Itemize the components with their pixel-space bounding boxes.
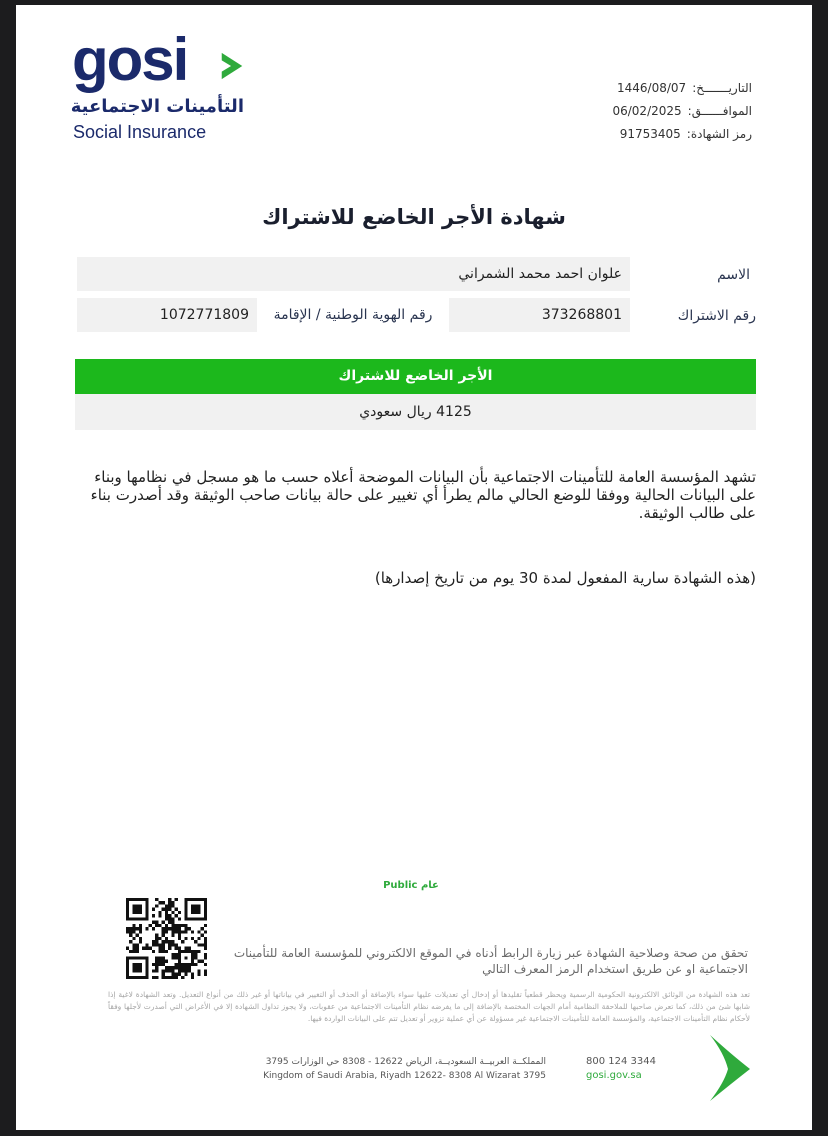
- qr-module: [181, 940, 184, 943]
- qr-module: [162, 950, 165, 953]
- logo-wordmark: gosi: [72, 26, 188, 93]
- hijri-date-label: التاريـــــــخ:: [692, 81, 752, 95]
- qr-module: [155, 934, 158, 937]
- qr-module: [168, 904, 171, 907]
- qr-module: [204, 956, 207, 959]
- hijri-date-value: 1446/08/07: [617, 81, 687, 95]
- qr-module: [162, 921, 165, 924]
- qr-module: [136, 950, 139, 953]
- qr-module: [204, 969, 207, 972]
- qr-module: [184, 973, 187, 976]
- qr-module: [171, 911, 174, 914]
- qr-module: [175, 956, 178, 959]
- qr-module: [171, 943, 174, 946]
- qr-module: [152, 976, 155, 979]
- qr-module: [158, 914, 161, 917]
- qr-module: [149, 924, 152, 927]
- qr-module: [165, 969, 168, 972]
- qr-module: [168, 901, 171, 904]
- qr-module: [171, 921, 174, 924]
- qr-module: [162, 940, 165, 943]
- qr-module: [158, 911, 161, 914]
- qr-module: [139, 937, 142, 940]
- qr-module: [129, 930, 132, 933]
- national-id-label: رقم الهوية الوطنية / الإقامة: [257, 298, 449, 332]
- qr-module: [155, 921, 158, 924]
- qr-module: [191, 973, 194, 976]
- qr-module: [165, 966, 168, 969]
- qr-module: [201, 927, 204, 930]
- qr-module: [132, 947, 135, 950]
- qr-module: [152, 914, 155, 917]
- qr-module: [136, 934, 139, 937]
- qr-module: [191, 904, 201, 914]
- qr-module: [197, 960, 200, 963]
- qr-module: [155, 960, 158, 963]
- gregorian-date-label: الموافــــــق:: [687, 104, 752, 118]
- qr-module: [201, 943, 204, 946]
- qr-module: [171, 940, 174, 943]
- national-id-value: 1072771809: [77, 298, 257, 332]
- chevron-right-icon: [218, 49, 246, 83]
- qr-module: [152, 927, 155, 930]
- qr-module: [175, 898, 178, 901]
- certification-paragraph: تشهد المؤسسة العامة للتأمينات الاجتماعية بأن البيانات الموضحة أعلاه حسب ما هو مسجل في نظامها وبناء على البيانات الحالية ووفقا للوضع الحالي مالم يطرأ أي تغيير على حالة بيانات صاحب الوثيقة وقد أصدرت بناء على طالب الوثيقة.: [90, 468, 756, 522]
- qr-module: [178, 969, 181, 972]
- qr-module: [188, 947, 191, 950]
- qr-module: [178, 911, 181, 914]
- qr-module: [165, 927, 168, 930]
- qr-module: [175, 908, 178, 911]
- qr-module: [197, 943, 200, 946]
- qr-module: [162, 973, 165, 976]
- phone-number: 800 124 3344: [586, 1056, 656, 1067]
- qr-module: [175, 914, 178, 917]
- qr-module: [194, 940, 197, 943]
- qr-module: [204, 930, 207, 933]
- qr-module: [197, 973, 200, 976]
- qr-module: [178, 973, 181, 976]
- qr-module: [168, 927, 171, 930]
- qr-module: [132, 927, 135, 930]
- certificate-code-label: رمز الشهادة:: [686, 127, 752, 141]
- gregorian-date-value: 06/02/2025: [612, 104, 682, 118]
- qr-module: [191, 976, 194, 979]
- qr-module: [184, 927, 187, 930]
- address-arabic: المملكــة العربيــة السعوديــة، الرياض 12622 - 8308 حي الوزارات 3795: [265, 1057, 546, 1067]
- qr-module: [188, 969, 191, 972]
- qr-module: [155, 937, 158, 940]
- qr-module: [158, 956, 161, 959]
- qr-module: [188, 927, 191, 930]
- qr-module: [175, 976, 178, 979]
- qr-module: [194, 950, 197, 953]
- contact-block: [586, 1055, 686, 1083]
- qr-module: [175, 924, 178, 927]
- qr-module: [165, 937, 168, 940]
- qr-module: [178, 917, 181, 920]
- qr-module: [178, 947, 181, 950]
- address-english: Kingdom of Saudi Arabia, Riyadh 12622- 8308 Al Wizarat 3795: [263, 1071, 546, 1081]
- qr-module: [168, 921, 171, 924]
- qr-module: [158, 950, 161, 953]
- qr-module: [181, 976, 184, 979]
- qr-module: [168, 917, 171, 920]
- qr-module: [171, 973, 174, 976]
- qr-module: [162, 901, 165, 904]
- certificate-code-row: [612, 123, 752, 146]
- qr-module: [178, 937, 181, 940]
- qr-module: [168, 943, 171, 946]
- qr-module: [162, 956, 165, 959]
- qr-module: [152, 950, 155, 953]
- qr-module: [201, 960, 204, 963]
- qr-module: [184, 956, 187, 959]
- qr-module: [197, 937, 200, 940]
- qr-module: [175, 947, 178, 950]
- logo-english-name: Social Insurance: [73, 122, 207, 142]
- qr-module: [152, 969, 155, 972]
- qr-module: [155, 943, 158, 946]
- qr-module: [184, 966, 187, 969]
- qr-module: [158, 963, 161, 966]
- qr-module: [204, 947, 207, 950]
- name-label: الاسم: [717, 267, 750, 283]
- qr-module: [129, 934, 132, 937]
- qr-module: [168, 914, 171, 917]
- qr-module: [165, 960, 168, 963]
- qr-module: [178, 930, 181, 933]
- qr-module: [181, 924, 184, 927]
- qr-module: [171, 966, 174, 969]
- qr-module: [136, 943, 139, 946]
- qr-module: [178, 924, 181, 927]
- qr-module: [194, 963, 197, 966]
- qr-module: [204, 953, 207, 956]
- qr-module: [184, 924, 187, 927]
- name-value: علوان احمد محمد الشمراني: [77, 257, 630, 291]
- qr-module: [204, 937, 207, 940]
- qr-module: [175, 953, 178, 956]
- qr-module: [132, 930, 135, 933]
- qr-module: [175, 943, 178, 946]
- qr-module: [194, 953, 197, 956]
- certificate-page: [16, 5, 812, 1130]
- qr-module: [155, 904, 158, 907]
- legal-disclaimer: تعد هذه الشهادة من الوثائق الالكترونية الحكومية الرسمية ويحظر قطعياً تقليدها أو إدخال أي تعديلات عليها سواء بالإضافة أو الحذف أو التغيير في بياناتها أو غير ذلك من أنواع التعديل. وتعد الشهادة لاغية إذا شابها شئ من ذلك، كما تعرض صاحبها للملاحقة النظامية أمام الجهات المختصة بالإضافة إلى ما يفرضه نظام التأمينات الاجتماعية من عقوبات، ولا يجوز تداول الشهادة إلا في الأغراض التي أصدرت لأجلها وفقاً لأحكام نظام التأمينات الاجتماعية، والمؤسسة العامة للتأمينات الاجتماعية غير مسؤولة عن أي عملية تزوير أو تعديل تتم على البيانات الواردة فيها.: [108, 990, 750, 1023]
- qr-module: [155, 924, 158, 927]
- qr-module: [168, 940, 171, 943]
- logo-arabic-name: التأمينات الاجتماعية: [70, 96, 244, 117]
- qr-module: [139, 930, 142, 933]
- qr-module: [145, 947, 148, 950]
- qr-module: [175, 963, 178, 966]
- qr-module: [158, 924, 161, 927]
- gosi-chevron-icon: [702, 1033, 752, 1103]
- qr-module: [204, 943, 207, 946]
- qr-module: [184, 937, 187, 940]
- qr-module: [162, 908, 165, 911]
- qr-module: [181, 930, 184, 933]
- qr-module: [162, 969, 165, 972]
- qr-module: [204, 924, 207, 927]
- qr-module: [171, 934, 174, 937]
- qr-module: [132, 950, 135, 953]
- classification-label: عام Public: [383, 880, 439, 891]
- qr-module: [152, 921, 155, 924]
- qr-module: [152, 908, 155, 911]
- qr-module: [165, 930, 168, 933]
- qr-module: [139, 940, 142, 943]
- qr-module: [126, 927, 129, 930]
- qr-module: [139, 924, 142, 927]
- qr-module: [155, 966, 158, 969]
- qr-module: [181, 969, 184, 972]
- qr-module: [184, 930, 187, 933]
- qr-module: [197, 950, 200, 953]
- qr-module: [132, 937, 135, 940]
- certificate-meta: [612, 77, 752, 146]
- qr-module: [201, 934, 204, 937]
- qr-module: [142, 947, 145, 950]
- qr-module: [194, 956, 197, 959]
- qr-module: [158, 943, 161, 946]
- qr-module: [171, 927, 174, 930]
- qr-module: [129, 950, 132, 953]
- qr-module: [191, 937, 194, 940]
- qr-module: [158, 937, 161, 940]
- qr-module: [145, 943, 148, 946]
- qr-module: [171, 969, 174, 972]
- qr-module: [162, 947, 165, 950]
- qr-module: [158, 901, 161, 904]
- qr-module: [171, 904, 174, 907]
- qr-module: [175, 927, 178, 930]
- qr-module: [165, 911, 168, 914]
- qr-module: [165, 976, 168, 979]
- qr-module: [184, 947, 187, 950]
- qr-module: [152, 940, 155, 943]
- qr-module: [132, 943, 135, 946]
- qr-module: [171, 924, 174, 927]
- gregorian-date-row: [612, 100, 752, 123]
- qr-module: [155, 956, 158, 959]
- qr-module: [168, 976, 171, 979]
- qr-module: [188, 966, 191, 969]
- validity-note: (هذه الشهادة سارية المفعول لمدة 30 يوم من تاريخ إصدارها): [374, 569, 756, 587]
- qr-module: [126, 947, 129, 950]
- qr-module: [165, 917, 168, 920]
- qr-module: [139, 927, 142, 930]
- qr-module: [168, 966, 171, 969]
- qr-module: [204, 973, 207, 976]
- qr-module: [132, 904, 142, 914]
- qr-module: [126, 930, 129, 933]
- qr-module: [175, 930, 178, 933]
- qr-module: [149, 947, 152, 950]
- qr-module: [129, 940, 132, 943]
- qr-module: [145, 927, 148, 930]
- qr-module: [162, 930, 165, 933]
- qr-module: [152, 963, 155, 966]
- subscription-value: 373268801: [449, 298, 630, 332]
- qr-module: [162, 943, 165, 946]
- qr-module: [204, 963, 207, 966]
- qr-module: [178, 927, 181, 930]
- qr-module: [155, 969, 158, 972]
- qr-module: [168, 898, 171, 901]
- qr-module: [171, 917, 174, 920]
- qr-module: [162, 934, 165, 937]
- qr-module: [178, 934, 181, 937]
- certificate-title: شهادة الأجر الخاضع للاشتراك: [262, 205, 566, 229]
- verification-text: تحقق من صحة وصلاحية الشهادة عبر زيارة الرابط أدناه في الموقع الالكتروني للمؤسسة العامة للتأمينات الاجتماعية او عن طريق استخدام الرمز المعرف التالي: [233, 946, 748, 976]
- qr-module: [178, 966, 181, 969]
- qr-module: [132, 924, 135, 927]
- qr-module: [162, 960, 165, 963]
- qr-module: [155, 976, 158, 979]
- qr-module: [171, 953, 174, 956]
- qr-module: [165, 940, 168, 943]
- qr-module: [171, 901, 174, 904]
- wage-header: الأجر الخاضع للاشتراك: [75, 359, 756, 394]
- gosi-logo: [72, 27, 262, 147]
- qr-module: [158, 947, 161, 950]
- website-link[interactable]: gosi.gov.sa: [586, 1070, 642, 1081]
- qr-module: [155, 940, 158, 943]
- qr-module: [168, 947, 171, 950]
- qr-module: [171, 930, 174, 933]
- qr-module: [162, 927, 165, 930]
- address-block: [216, 1055, 546, 1083]
- qr-module: [171, 956, 174, 959]
- qr-module: [155, 898, 158, 901]
- qr-module: [175, 966, 178, 969]
- qr-module: [132, 963, 142, 973]
- qr-module: [136, 927, 139, 930]
- qr-module: [152, 943, 155, 946]
- qr-module: [175, 973, 178, 976]
- qr-module: [197, 969, 200, 972]
- subscription-label: رقم الاشتراك: [677, 308, 756, 324]
- qr-module: [162, 963, 165, 966]
- qr-module: [165, 950, 168, 953]
- qr-module: [165, 924, 168, 927]
- qr-module: [165, 908, 168, 911]
- qr-module: [136, 947, 139, 950]
- qr-module: [158, 960, 161, 963]
- qr-module: [191, 930, 194, 933]
- qr-module: [181, 966, 184, 969]
- hijri-date-row: [612, 77, 752, 100]
- qr-module: [197, 930, 200, 933]
- qr-module: [171, 976, 174, 979]
- qr-module: [204, 940, 207, 943]
- qr-module: [155, 963, 158, 966]
- wage-value: 4125 ريال سعودي: [75, 394, 756, 430]
- verification-qr-code[interactable]: [126, 898, 207, 979]
- certificate-code-value: 91753405: [619, 127, 681, 141]
- qr-module: [129, 927, 132, 930]
- qr-module: [162, 976, 165, 979]
- qr-module: [165, 904, 168, 907]
- qr-module: [184, 969, 187, 972]
- qr-module: [168, 969, 171, 972]
- qr-module: [168, 908, 171, 911]
- qr-module: [165, 914, 168, 917]
